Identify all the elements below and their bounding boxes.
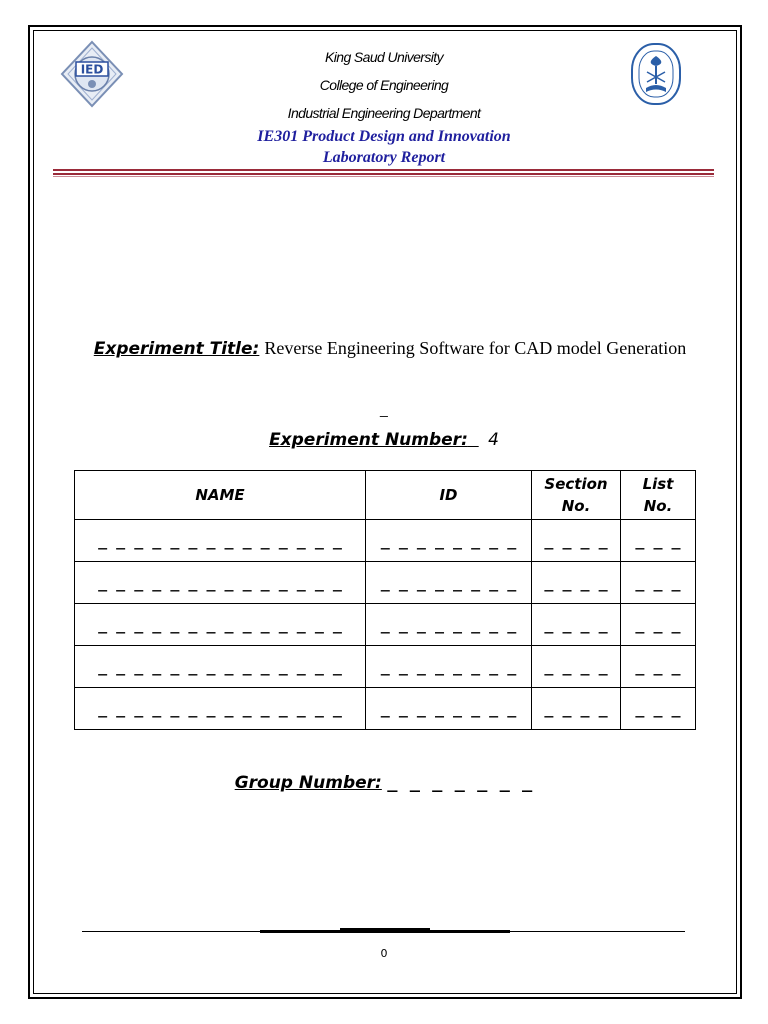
stray-mark: _: [380, 401, 388, 417]
members-table: [74, 470, 696, 730]
header-rule-middle: [53, 173, 714, 175]
experiment-title-label: Experiment Title:: [93, 339, 260, 359]
name-field[interactable]: _ _ _ _ _ _ _ _ _ _ _ _ _ _: [75, 562, 366, 604]
group-number: [0, 773, 768, 793]
header-rule-bottom: [53, 176, 714, 177]
table-row: [75, 562, 696, 604]
experiment-title: [90, 336, 690, 361]
id-field[interactable]: _ _ _ _ _ _ _ _: [366, 604, 532, 646]
header-rule-top: [53, 169, 714, 171]
group-number-field[interactable]: _ _ _ _ _ _ _: [387, 773, 534, 793]
table-row: [75, 520, 696, 562]
experiment-title-text: Reverse Engineering Software for CAD model Generation: [264, 338, 687, 358]
report-type: Laboratory Report: [322, 149, 446, 166]
list-field[interactable]: _ _ _: [621, 562, 696, 604]
table-row: [75, 604, 696, 646]
header-id: ID: [366, 471, 532, 520]
id-field[interactable]: _ _ _ _ _ _ _ _: [366, 688, 532, 730]
university-name: King Saud University: [325, 49, 443, 65]
list-field[interactable]: _ _ _: [621, 646, 696, 688]
section-field[interactable]: _ _ _ _: [532, 688, 621, 730]
header-list-no: List No.: [621, 471, 696, 520]
experiment-number: [0, 430, 768, 450]
experiment-number-value: 4: [488, 430, 499, 450]
department-name: Industrial Engineering Department: [287, 105, 481, 121]
experiment-number-label: Experiment Number:: [269, 430, 468, 450]
table-row: [75, 688, 696, 730]
name-field[interactable]: _ _ _ _ _ _ _ _ _ _ _ _ _ _: [75, 604, 366, 646]
section-field[interactable]: _ _ _ _: [532, 604, 621, 646]
id-field[interactable]: _ _ _ _ _ _ _ _: [366, 646, 532, 688]
group-number-label: Group Number:: [234, 773, 382, 793]
section-field[interactable]: _ _ _ _: [532, 520, 621, 562]
college-name: College of Engineering: [319, 77, 449, 93]
list-field[interactable]: _ _ _: [621, 520, 696, 562]
section-field[interactable]: _ _ _ _: [532, 646, 621, 688]
page-number: 0: [380, 947, 388, 960]
section-field[interactable]: _ _ _ _: [532, 562, 621, 604]
table-row: [75, 646, 696, 688]
name-field[interactable]: _ _ _ _ _ _ _ _ _ _ _ _ _ _: [75, 520, 366, 562]
course-title: IE301 Product Design and Innovation: [257, 128, 511, 145]
header-name: NAME: [75, 471, 366, 520]
table-header-row: [75, 471, 696, 520]
name-field[interactable]: _ _ _ _ _ _ _ _ _ _ _ _ _ _: [75, 688, 366, 730]
id-field[interactable]: _ _ _ _ _ _ _ _: [366, 562, 532, 604]
footer-rule-center: [340, 928, 430, 931]
list-field[interactable]: _ _ _: [621, 604, 696, 646]
name-field[interactable]: _ _ _ _ _ _ _ _ _ _ _ _ _ _: [75, 646, 366, 688]
svg-text:IED: IED: [80, 62, 104, 77]
list-field[interactable]: _ _ _: [621, 688, 696, 730]
header-section-no: Section No.: [532, 471, 621, 520]
id-field[interactable]: _ _ _ _ _ _ _ _: [366, 520, 532, 562]
